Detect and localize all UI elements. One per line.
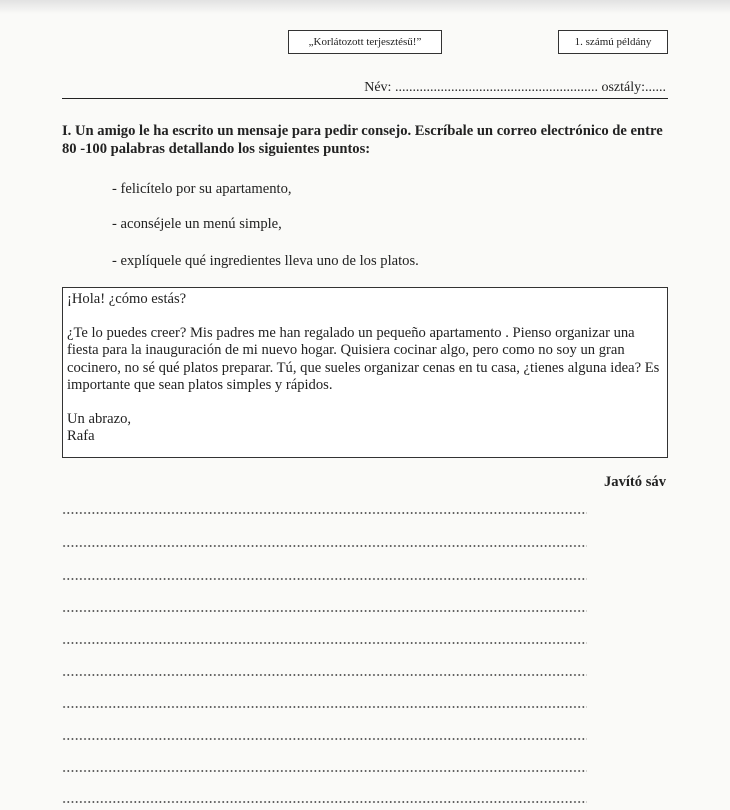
answer-line[interactable] xyxy=(62,704,587,710)
task-point-1: - felicítelo por su apartamento, xyxy=(112,181,292,197)
message-greeting: ¡Hola! ¿cómo estás? xyxy=(67,291,187,307)
answer-line[interactable] xyxy=(62,608,587,614)
name-class-field[interactable]: Név: .......................................................... osztály:...... xyxy=(364,80,666,95)
top-edge-shadow xyxy=(0,0,730,14)
message-body: ¿Te lo puedes creer? Mis padres me han regalado un pequeño apartamento . Pienso organizar una fiesta para la inauguración de mi nuevo hogar. Quisiera cocinar algo, pero como no soy un gran cocinero, no sé qué platos preparar. Tú, que sueles organizar cenas en tu casa, ¿tienes alguna idea? Es importante que sean platos simples y rápidos. xyxy=(67,324,660,393)
message-signature: Rafa xyxy=(67,428,95,444)
task-instruction: I. Un amigo le ha escrito un mensaje para pedir consejo. Escríbale un correo electrónico de entre 80 -100 palabras detallando los siguientes puntos: xyxy=(62,123,663,157)
answer-line[interactable] xyxy=(62,543,587,549)
answer-line[interactable] xyxy=(62,672,587,678)
answer-line[interactable] xyxy=(62,640,587,646)
task-point-3: - explíquele qué ingredientes lleva uno de los platos. xyxy=(112,253,419,269)
answer-line[interactable] xyxy=(62,576,587,582)
grading-column-label: Javító sáv xyxy=(603,474,666,490)
answer-line[interactable] xyxy=(62,736,587,742)
message-closing: Un abrazo, xyxy=(67,410,132,427)
answer-line[interactable] xyxy=(62,768,587,774)
task-point-2: - aconséjele un menú simple, xyxy=(112,216,282,232)
answer-line[interactable] xyxy=(62,799,587,805)
friend-message-box xyxy=(62,287,668,458)
header-divider xyxy=(62,98,668,99)
restricted-distribution-label: „Korlátozott terjesztésű!” xyxy=(288,30,442,54)
copy-number-label: 1. számú példány xyxy=(558,30,668,54)
answer-line[interactable] xyxy=(62,510,587,516)
